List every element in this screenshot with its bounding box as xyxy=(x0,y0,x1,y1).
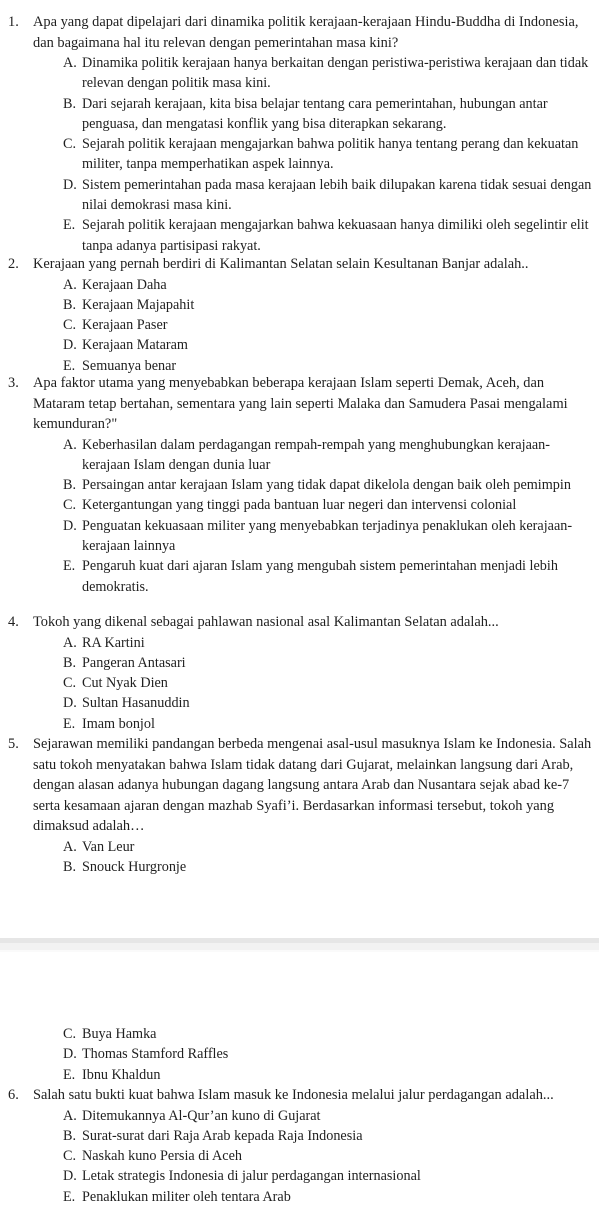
option-c[interactable]: C. Buya Hamka xyxy=(63,1026,157,1042)
options-list xyxy=(63,435,594,597)
option-b[interactable]: B. Snouck Hurgronje xyxy=(63,858,187,875)
option-a[interactable]: A. RA Kartini xyxy=(63,634,145,651)
question-3 xyxy=(8,373,594,597)
options-list xyxy=(63,53,594,256)
option-d[interactable]: D. Sultan Hasanuddin xyxy=(63,695,190,712)
option-e[interactable]: E. Pengaruh kuat dari ajaran Islam yang mengubah sistem pemerintahan menjadi lebih demokratis. xyxy=(63,558,558,595)
options-list xyxy=(63,275,594,376)
option-c[interactable]: C. Cut Nyak Dien xyxy=(63,675,168,692)
page-break xyxy=(0,938,599,1010)
page-break-edge xyxy=(0,950,599,952)
option-e[interactable]: E. Imam bonjol xyxy=(63,715,155,732)
options-list xyxy=(63,633,594,734)
option-c[interactable]: C. Sejarah politik kerajaan mengajarkan bahwa politik hanya tentang perang dan kekuatan militer, tanpa memperhatikan aspek lainnya. xyxy=(63,136,579,173)
option-b[interactable]: B. Pangeran Antasari xyxy=(63,654,186,671)
options-list xyxy=(63,837,594,878)
option-a[interactable]: A. Dinamika politik kerajaan hanya berkaitan dengan peristiwa-peristiwa kerajaan dan tidak relevan dengan politik masa kini. xyxy=(63,55,589,92)
option-a[interactable]: A. Ditemukannya Al-Qur’an kuno di Gujarat xyxy=(63,1107,321,1124)
question-5-continued xyxy=(8,1024,594,1085)
option-a[interactable]: A. Van Leur xyxy=(63,838,135,855)
option-c[interactable]: C. Kerajaan Paser xyxy=(63,317,168,334)
option-b[interactable]: B. Kerajaan Majapahit xyxy=(63,296,195,313)
question-text: Kerajaan yang pernah berdiri di Kalimantan Selatan selain Kesultanan Banjar adalah.. xyxy=(33,256,529,272)
question-text: Tokoh yang dikenal sebagai pahlawan nasional asal Kalimantan Selatan adalah... xyxy=(33,614,499,630)
options-list xyxy=(63,1106,594,1207)
option-d[interactable]: D. Thomas Stamford Raffles xyxy=(63,1046,229,1063)
question-4 xyxy=(8,612,594,734)
question-text: Sejarawan memiliki pandangan berbeda mengenai asal-usul masuknya Islam ke Indonesia. Salah satu tokoh menyatakan bahwa Islam tidak datang dari Gujarat, melainkan langsung dari Arab, dengan alasan adanya hubungan dagang langsung antara Arab dan Nusantara sejak abad ke-7 serta kesamaan ajaran dengan mazhab Syafi’i. Berdasarkan informasi tersebut, tokoh yang dimaksud adalah… xyxy=(33,736,592,834)
question-number: 3. xyxy=(8,375,19,391)
option-e[interactable]: E. Sejarah politik kerajaan mengajarkan bahwa kekuasaan hanya dimiliki oleh segelintir elit tanpa adanya partisipasi rakyat. xyxy=(63,217,589,254)
option-d[interactable]: D. Penguatan kekuasaan militer yang menyebabkan terjadinya penaklukan oleh kerajaan-kerajaan lainnya xyxy=(63,517,573,554)
question-5 xyxy=(8,734,594,877)
options-list xyxy=(63,1024,594,1085)
option-e[interactable]: E. Semuanya benar xyxy=(63,357,177,374)
question-text: Salah satu bukti kuat bahwa Islam masuk ke Indonesia melalui jalur perdagangan adalah... xyxy=(33,1087,554,1103)
page-break-band xyxy=(0,943,599,950)
question-text: Apa yang dapat dipelajari dari dinamika politik kerajaan-kerajaan Hindu-Buddha di Indonesia, dan bagaimana hal itu relevan dengan pemerintahan masa kini? xyxy=(33,14,579,51)
question-number: 1. xyxy=(8,14,19,30)
option-b[interactable]: B. Persaingan antar kerajaan Islam yang tidak dapat dikelola dengan baik oleh pemimpin xyxy=(63,477,571,494)
option-c[interactable]: C. Ketergantungan yang tinggi pada bantuan luar negeri dan intervensi colonial xyxy=(63,497,517,514)
question-6 xyxy=(8,1085,594,1207)
option-a[interactable]: A. Kerajaan Daha xyxy=(63,276,167,293)
question-number: 2. xyxy=(8,256,19,272)
question-number: 5. xyxy=(8,736,19,752)
option-b[interactable]: B. Surat-surat dari Raja Arab kepada Raja Indonesia xyxy=(63,1127,363,1144)
question-number: 4. xyxy=(8,614,19,630)
question-1 xyxy=(8,12,594,256)
question-2 xyxy=(8,254,594,376)
option-e[interactable]: E. Penaklukan militer oleh tentara Arab xyxy=(63,1188,291,1205)
question-text: Apa faktor utama yang menyebabkan beberapa kerajaan Islam seperti Demak, Aceh, dan Mataram tetap bertahan, sementara yang lain seperti Malaka dan Samudera Pasai mengalami kemunduran?" xyxy=(33,375,568,432)
option-c[interactable]: C. Naskah kuno Persia di Aceh xyxy=(63,1148,242,1165)
option-d[interactable]: D. Letak strategis Indonesia di jalur perdagangan internasional xyxy=(63,1168,421,1185)
option-d[interactable]: D. Sistem pemerintahan pada masa kerajaan lebih baik dilupakan karena tidak sesuai dengan nilai demokrasi masa kini. xyxy=(63,176,592,214)
option-b[interactable]: B. Dari sejarah kerajaan, kita bisa belajar tentang cara pemerintahan, hubungan antar penguasa, dan mengatasi konflik yang bisa diterapkan sekarang. xyxy=(63,95,548,132)
option-d[interactable]: D. Kerajaan Mataram xyxy=(63,337,188,354)
option-e[interactable]: E. Ibnu Khaldun xyxy=(63,1066,161,1083)
option-a[interactable]: A. Keberhasilan dalam perdagangan rempah-rempah yang menghubungkan kerajaan-kerajaan Islam dengan dunia luar xyxy=(63,436,550,473)
question-number: 6. xyxy=(8,1087,19,1103)
